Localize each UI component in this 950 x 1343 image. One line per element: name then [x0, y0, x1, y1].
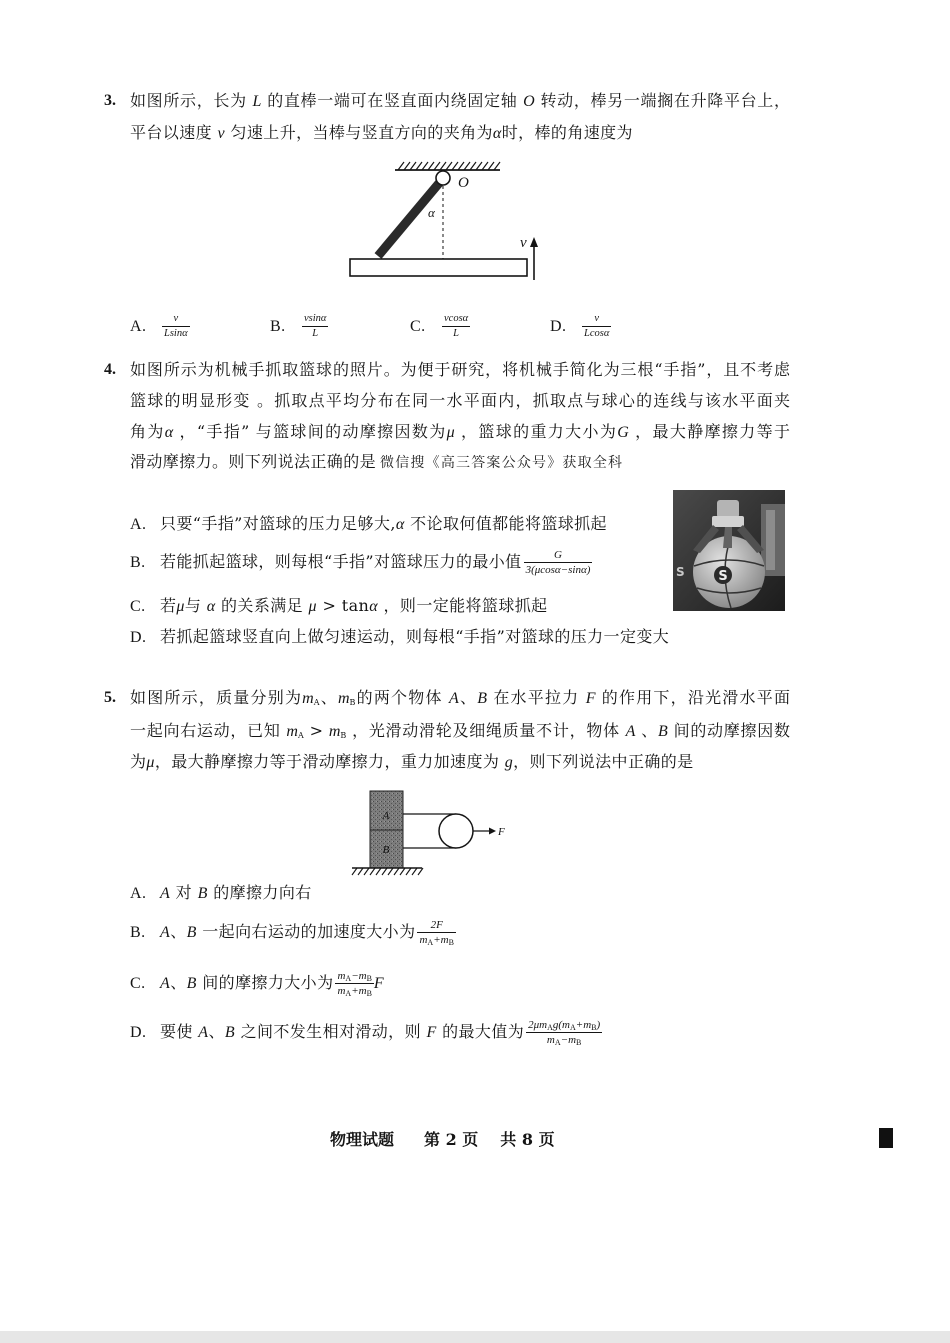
question-5-line-1	[130, 688, 790, 708]
text-segment: 滑动摩擦力。则下列说法正确的是	[130, 452, 377, 471]
text-segment: 一起向右运动的加速度大小为	[196, 922, 416, 941]
q3-option-d	[550, 310, 611, 342]
fraction	[524, 549, 593, 576]
watermark-text: 微信搜《高三答案公众号》获取全科	[380, 455, 624, 471]
math-segment: m	[546, 1034, 555, 1046]
numerator	[335, 970, 373, 984]
stacked-blocks-pulley-diagram	[345, 785, 510, 880]
question-3-line-1	[130, 91, 790, 111]
option-letter: B.	[270, 318, 286, 335]
q3-option-c	[410, 310, 470, 342]
variable-L: L	[252, 93, 262, 110]
variable-F: F	[426, 1024, 437, 1041]
force-label: F	[498, 826, 505, 838]
numerator	[526, 1019, 602, 1033]
variable-A: A	[160, 975, 171, 992]
variable-B: B	[224, 1024, 236, 1041]
subscript: B	[448, 938, 454, 947]
variable-v: v	[217, 125, 226, 142]
question-5-number: 5.	[104, 689, 116, 706]
numerator: v	[162, 313, 190, 327]
text-segment: ，最大静摩擦力等于滑动摩擦力，重力加速度为	[154, 752, 505, 771]
q5-option-d	[130, 1016, 602, 1048]
text-segment: 为	[130, 752, 147, 771]
subscript: B	[349, 698, 356, 707]
text-segment: 、	[458, 688, 478, 707]
text-segment: 若	[160, 596, 177, 615]
text-segment: 平台以速度	[130, 123, 218, 142]
text-segment: ，篮球的重力大小为	[454, 422, 618, 441]
option-letter: C.	[410, 318, 426, 335]
fraction	[335, 970, 373, 997]
text-segment: ，则下列说法中正确的是	[513, 752, 694, 771]
text-segment: 的直棒一端可在竖直面内绕固定轴	[261, 91, 524, 110]
question-4-line-2: 篮球的明显形变 。抓取点平均分布在同一水平面内，抓取点与球心的连线与该水平面夹	[130, 391, 790, 410]
variable-B: B	[186, 924, 197, 941]
math-segment: 2μm	[528, 1019, 548, 1031]
subscript: A	[345, 989, 352, 998]
block-b-label: B	[382, 844, 390, 856]
variable-A: A	[449, 690, 459, 707]
numerator: vcosα	[442, 313, 470, 327]
question-4-line-3	[130, 422, 790, 442]
denominator	[417, 933, 455, 946]
math-segment: m	[337, 970, 346, 982]
math-segment: g(m	[552, 1019, 570, 1031]
text-segment: 与	[184, 596, 207, 615]
option-letter: D.	[550, 318, 567, 335]
variable-A: A	[160, 924, 171, 941]
math-segment: m	[419, 934, 428, 946]
subscript: B	[576, 1038, 582, 1047]
text-segment: 若抓起篮球竖直向上做匀速运动，则每根“手指”对篮球的压力一定变大	[160, 627, 670, 646]
denominator: Lcosα	[584, 328, 610, 339]
variable-O: O	[523, 93, 535, 110]
scan-bottom-edge	[0, 1331, 950, 1343]
variable-m: m	[286, 723, 298, 740]
subscript: A	[297, 731, 304, 740]
numerator: 2F	[417, 919, 455, 933]
subscript: B	[366, 974, 372, 983]
q3-option-a	[130, 310, 190, 342]
ceiling-hatch	[395, 162, 500, 170]
variable-B: B	[186, 975, 197, 992]
denominator: Lsinα	[164, 328, 188, 339]
text-segment: ，最大静摩擦力等于	[628, 422, 790, 441]
math-segment: )	[596, 1019, 601, 1031]
text-segment: 只要“手指”对篮球的压力足够大,	[160, 514, 396, 533]
variable-mu: μ	[146, 754, 155, 771]
fraction	[417, 919, 455, 946]
question-5-line-3	[130, 752, 694, 772]
arrow-head-icon	[489, 828, 496, 835]
text-segment: 的两个物体	[355, 688, 450, 707]
denominator: L	[453, 328, 459, 339]
variable-G: G	[617, 424, 629, 441]
subscript: A	[554, 1038, 561, 1047]
velocity-label: v	[520, 235, 527, 251]
text-segment: 间的摩擦力大小为	[196, 973, 334, 992]
text-segment: 的摩擦力向右	[207, 883, 312, 902]
page-footer	[330, 1130, 555, 1150]
text-segment: 的作用下，沿光滑水平面	[595, 688, 790, 707]
math-segment: −m	[351, 970, 367, 982]
q4-option-a	[130, 508, 607, 540]
option-letter: A.	[130, 318, 147, 335]
q5-option-c	[130, 967, 384, 999]
variable-A: A	[625, 723, 636, 740]
variable-m: m	[337, 690, 350, 707]
background-lettering: S	[676, 565, 685, 579]
lifting-platform	[350, 259, 527, 276]
fraction	[302, 313, 328, 340]
variable-m: m	[302, 690, 314, 707]
variable-A: A	[198, 1024, 209, 1041]
variable-A: A	[160, 885, 171, 902]
variable-B: B	[477, 690, 488, 707]
q4-option-b	[130, 546, 592, 578]
ball-lettering: S	[718, 569, 728, 584]
text-segment: 、	[319, 688, 338, 707]
option-letter: A.	[130, 516, 147, 533]
question-5-line-2	[130, 721, 790, 741]
denominator: L	[312, 328, 319, 339]
option-letter: B.	[130, 554, 146, 571]
text-segment: >	[303, 721, 329, 740]
text-segment: 不论取何值都能将篮球抓起	[404, 514, 607, 533]
variable-alpha: α	[369, 598, 379, 615]
text-segment: 、	[635, 721, 658, 740]
footer-total-pages: 共 8 页	[500, 1130, 555, 1149]
variable-alpha: α	[492, 125, 502, 142]
text-segment: 的最大值为	[436, 1022, 525, 1041]
fraction	[442, 313, 470, 340]
variable-m: m	[328, 723, 341, 740]
numerator: v	[582, 313, 611, 327]
text-segment: 若能抓起篮球，则每根“手指”对篮球压力的最小值	[160, 552, 522, 571]
option-letter: D.	[130, 629, 147, 646]
q5-option-a	[130, 877, 312, 909]
option-letter: D.	[130, 1024, 147, 1041]
text-segment: 、	[208, 1022, 225, 1041]
q3-option-b	[270, 310, 328, 342]
subscript: B	[366, 989, 372, 998]
subscript: A	[345, 974, 352, 983]
math-segment: +m	[433, 934, 449, 946]
question-4-line-1: 如图所示为机械手抓取篮球的照片。为便于研究，将机械手简化为三根“手指”，且不考虑	[130, 360, 790, 379]
option-letter: C.	[130, 975, 146, 992]
variable-alpha: α	[395, 516, 405, 533]
variable-mu: μ	[308, 598, 317, 615]
text-segment: 的关系满足	[215, 596, 309, 615]
subscript: B	[340, 731, 347, 740]
option-letter: B.	[130, 924, 146, 941]
option-letter: C.	[130, 598, 146, 615]
text-segment: 时，棒的角速度为	[501, 123, 633, 142]
text-segment: 如图所示，质量分别为	[130, 688, 303, 707]
text-segment: 角为	[130, 422, 165, 441]
text-segment: 、	[170, 973, 187, 992]
robot-hand-basketball-photo	[673, 490, 785, 611]
text-segment: 之间不发生相对滑动，则	[235, 1022, 427, 1041]
q5-option-b	[130, 916, 456, 948]
fraction	[162, 313, 190, 340]
numerator: G	[524, 549, 593, 563]
denominator	[335, 984, 373, 997]
text-segment: 间的动摩擦因数	[667, 721, 790, 740]
text-segment: 转动，棒另一端搁在升降平台上，	[534, 91, 790, 110]
subscript: A	[547, 1023, 553, 1032]
question-4-line-4	[130, 452, 623, 472]
question-3-number: 3.	[104, 92, 116, 109]
subscript: B	[591, 1023, 597, 1032]
option-letter: A.	[130, 885, 147, 902]
subscript: A	[313, 698, 320, 707]
text-segment: ，“手指” 与篮球间的动摩擦因数为	[173, 422, 447, 441]
subscript: A	[570, 1023, 576, 1032]
variable-alpha: α	[164, 424, 174, 441]
q4-option-d	[130, 621, 669, 653]
variable-F: F	[373, 975, 385, 992]
pivot-label: O	[458, 175, 469, 191]
denominator: 3(μcosα−sinα)	[525, 564, 591, 576]
numerator: vsinα	[302, 313, 328, 327]
text-segment: 一起向右运动，已知	[130, 721, 287, 740]
angle-label: α	[428, 205, 435, 220]
text-segment: 、	[170, 922, 187, 941]
footer-subject: 物理试题	[330, 1130, 395, 1149]
math-segment: m	[337, 985, 346, 997]
question-4-number: 4.	[104, 361, 116, 378]
variable-B: B	[657, 723, 668, 740]
variable-mu: μ	[446, 424, 455, 441]
text-segment: 在水平拉力	[487, 688, 586, 707]
footer-page-number: 第 2 页	[424, 1130, 479, 1149]
gripper-head	[717, 500, 739, 518]
text-segment: ，光滑动滑轮及细绳质量不计，物体	[346, 721, 626, 740]
variable-g: g	[504, 754, 514, 771]
variable-alpha: α	[206, 598, 216, 615]
block-a-label: A	[382, 810, 390, 822]
math-segment: +m	[351, 985, 367, 997]
fraction	[526, 1019, 602, 1046]
variable-mu: μ	[176, 598, 185, 615]
ground-hatch	[352, 868, 423, 875]
fraction	[582, 313, 611, 340]
rod-platform-diagram	[340, 155, 550, 285]
pivot-o	[436, 171, 450, 185]
question-3-line-2	[130, 123, 633, 143]
movable-pulley	[439, 814, 473, 848]
text-segment: 对	[170, 883, 198, 902]
variable-B: B	[197, 885, 208, 902]
math-segment: −m	[560, 1034, 577, 1046]
arrow-head-icon	[530, 237, 538, 247]
text-segment: ，则一定能将篮球抓起	[378, 596, 548, 615]
text-segment: 要使	[160, 1022, 199, 1041]
text-segment: 如图所示，长为	[130, 91, 253, 110]
text-segment: > tan	[316, 596, 370, 615]
math-segment: +m	[575, 1019, 592, 1031]
text-segment: 匀速上升，当棒与竖直方向的夹角为	[225, 123, 493, 142]
subscript: A	[427, 938, 434, 947]
denominator	[526, 1033, 602, 1046]
q4-option-c	[130, 590, 548, 622]
variable-F: F	[585, 690, 596, 707]
scan-alignment-mark	[879, 1128, 893, 1148]
